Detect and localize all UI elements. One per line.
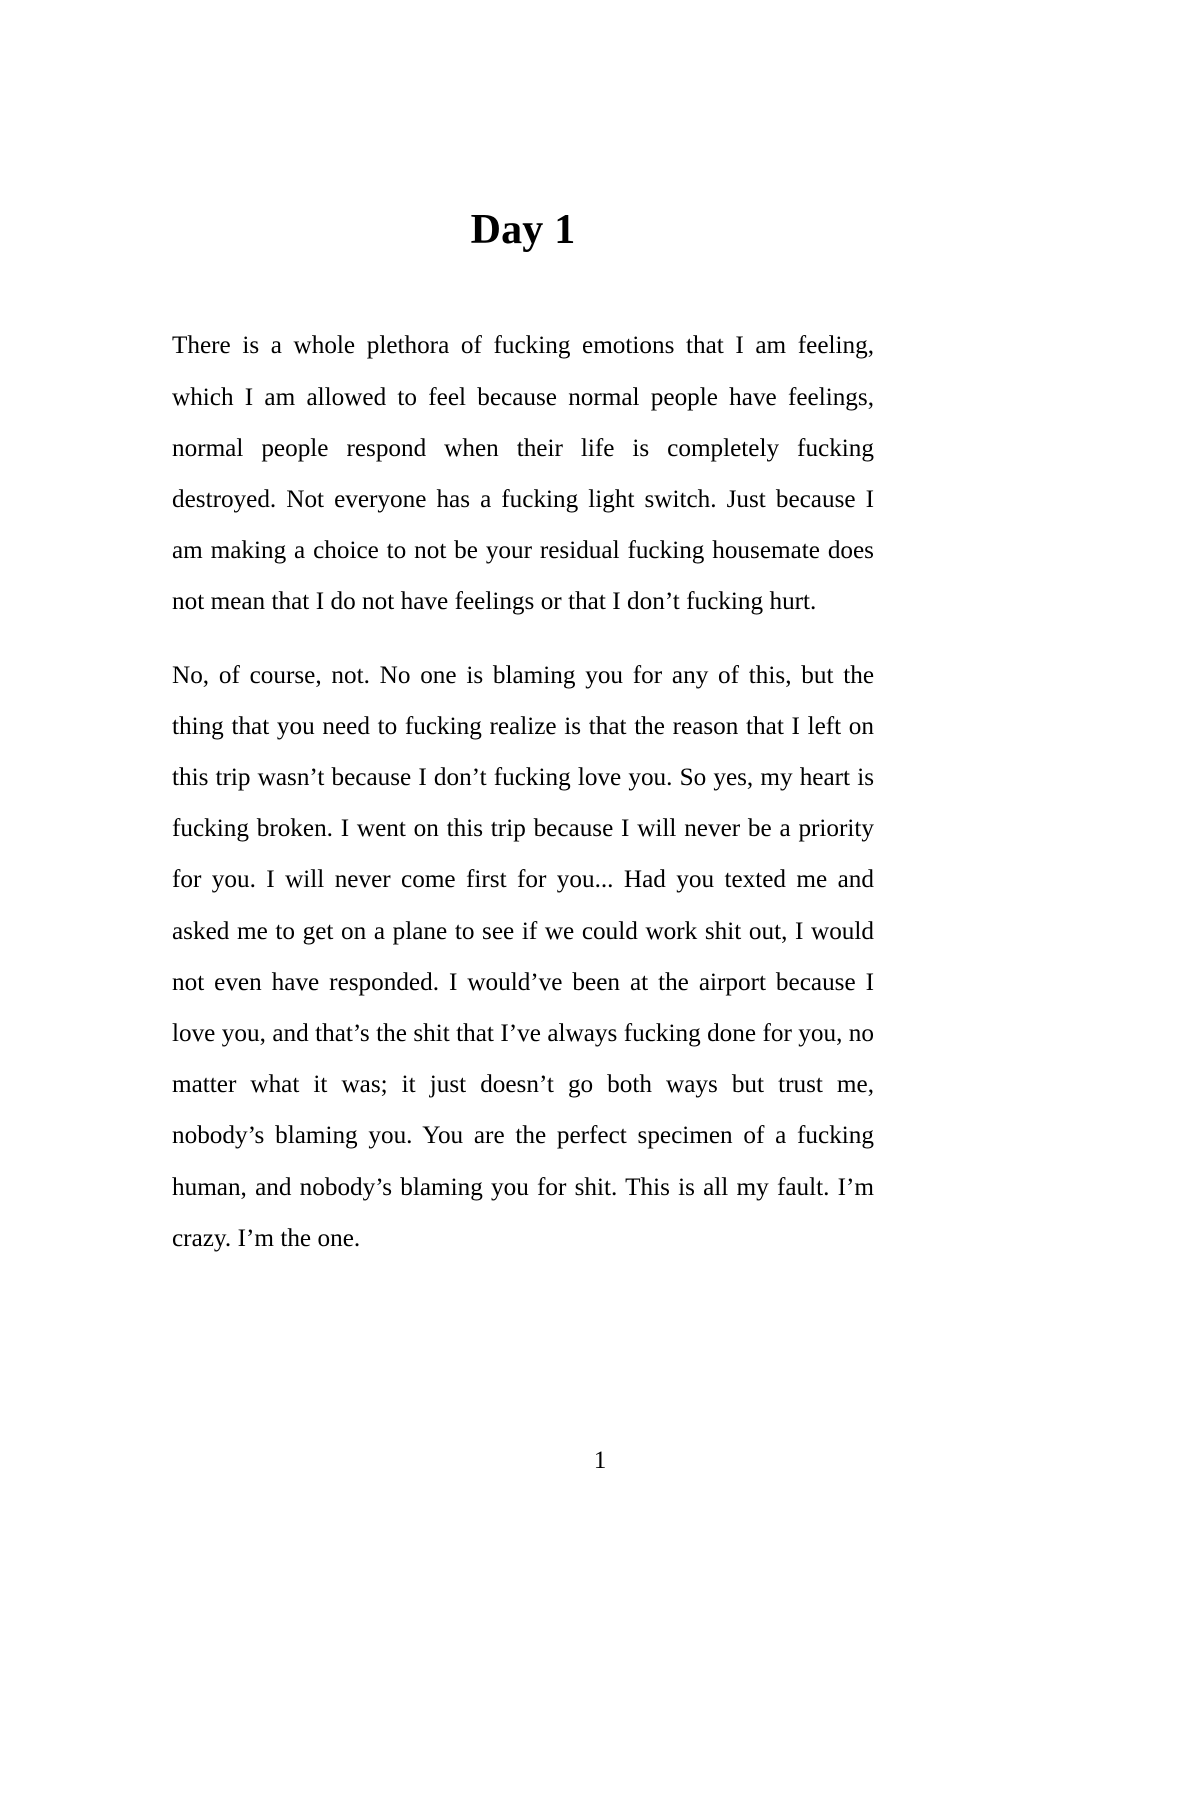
paragraph: There is a whole plethora of fucking emotions that I am feeling, which I am allowed to feel because normal people have feelings, normal people respond when their life is completely fucking destroyed. Not everyone has a fucking light switch. Just because I am making a choice to not be your residual fucking housemate does not mean that I do not have feelings or that I don’t fucking hurt.: [172, 332, 874, 616]
body-text: [172, 320, 874, 1264]
page-number: 1: [593, 1447, 607, 1474]
page-content: [172, 0, 874, 1264]
page-title: Day 1: [470, 207, 576, 253]
paragraph: No, of course, not. No one is blaming you for any of this, but the thing that you need to fucking realize is that the reason that I left on this trip wasn’t because I don’t fucking love you. So yes, my heart is fucking broken. I went on this trip because I will never be a priority for you. I will never come first for you... Had you texted me and asked me to get on a plane to see if we could work shit out, I would not even have responded. I would’ve been at the airport because I love you, and that’s the shit that I’ve always fucking done for you, no matter what it was; it just doesn’t go both ways but trust me, nobody’s blaming you. You are the perfect specimen of a fucking human, and nobody’s blaming you for shit. This is all my fault. I’m crazy. I’m the one.: [172, 661, 874, 1252]
